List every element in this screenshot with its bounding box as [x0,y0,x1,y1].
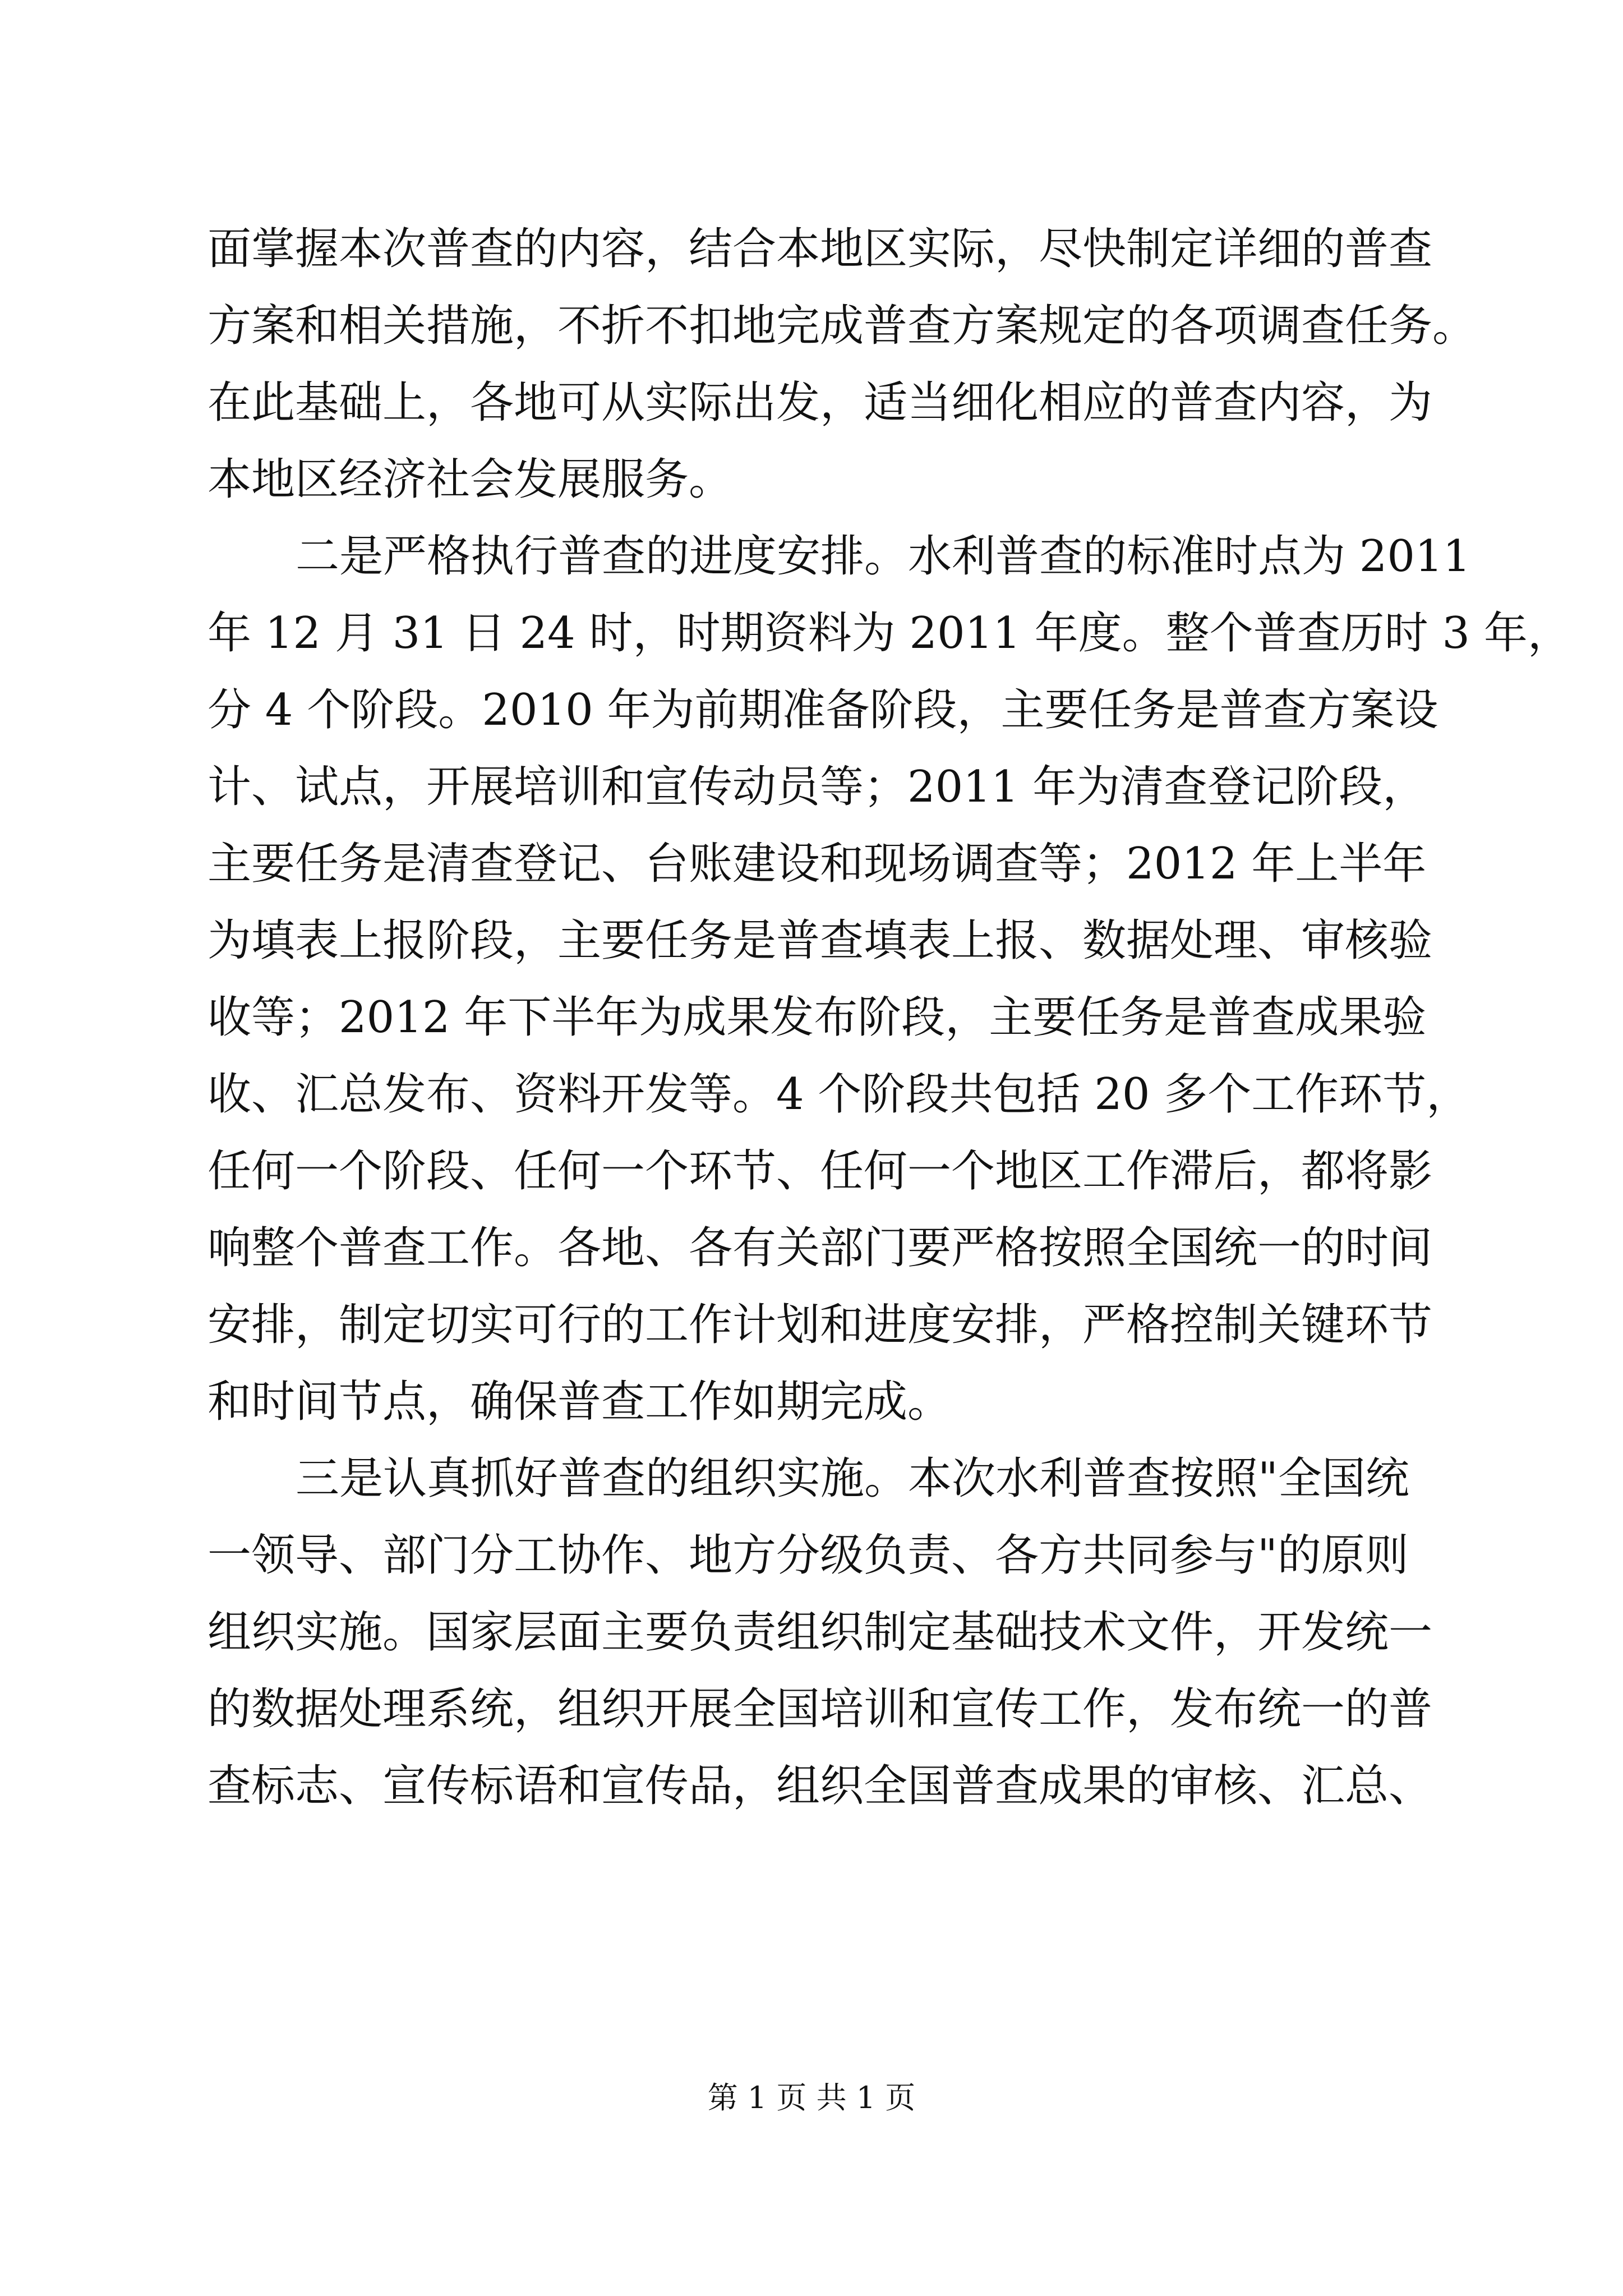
text-line: 任何一个阶段、任何一个环节、任何一个地区工作滞后，都将影 [208,1146,1433,1197]
text-line: 年 12 月 31 日 24 时，时期资料为 2011 年度。整个普查历时 3 年， [208,608,1571,659]
paragraph-start-line: 三是认真抓好普查的组织实施。本次水利普查按照"全国统 [296,1453,1409,1504]
text-line: 响整个普查工作。各地、各有关部门要严格按照全国统一的时间 [208,1223,1433,1273]
text-line: 收等；2012 年下半年为成果发布阶段，主要任务是普查成果验 [208,992,1427,1043]
text-line: 主要任务是清查登记、台账建设和现场调查等；2012 年上半年 [208,839,1427,889]
text-line: 计、试点，开展培训和宣传动员等；2011 年为清查登记阶段， [208,762,1427,812]
text-line: 组织实施。国家层面主要负责组织制定基础技术文件，开发统一 [208,1607,1433,1658]
text-line: 和时间节点，确保普查工作如期完成。 [208,1377,952,1427]
text-line: 分 4 个阶段。2010 年为前期准备阶段，主要任务是普查方案设 [208,685,1438,735]
text-line: 为填表上报阶段，主要任务是普查填表上报、数据处理、审核验 [208,915,1433,966]
text-line: 一领导、部门分工协作、地方分级负责、各方共同参与"的原则 [208,1530,1409,1581]
text-line: 查标志、宣传标语和宣传品，组织全国普查成果的审核、汇总、 [208,1761,1433,1811]
text-line: 安排，制定切实可行的工作计划和进度安排，严格控制关键环节 [208,1300,1433,1350]
text-line: 收、汇总发布、资料开发等。4 个阶段共包括 20 多个工作环节， [208,1069,1470,1120]
paragraph-start-line: 二是严格执行普查的进度安排。水利普查的标准时点为 2011 [296,531,1471,582]
page-number-label: 第 1 页 共 1 页 [707,2080,916,2115]
page-footer [0,2076,1623,2120]
text-line: 面掌握本次普查的内容，结合本地区实际，尽快制定详细的普查 [208,224,1433,274]
text-line: 本地区经济社会发展服务。 [208,454,733,505]
text-line: 在此基础上，各地可从实际出发，适当细化相应的普查内容，为 [208,378,1433,428]
text-line: 方案和相关措施，不折不扣地完成普查方案规定的各项调查任务。 [208,301,1477,351]
text-line: 的数据处理系统，组织开展全国培训和宣传工作，发布统一的普 [208,1684,1433,1734]
document-body [208,211,1571,1825]
